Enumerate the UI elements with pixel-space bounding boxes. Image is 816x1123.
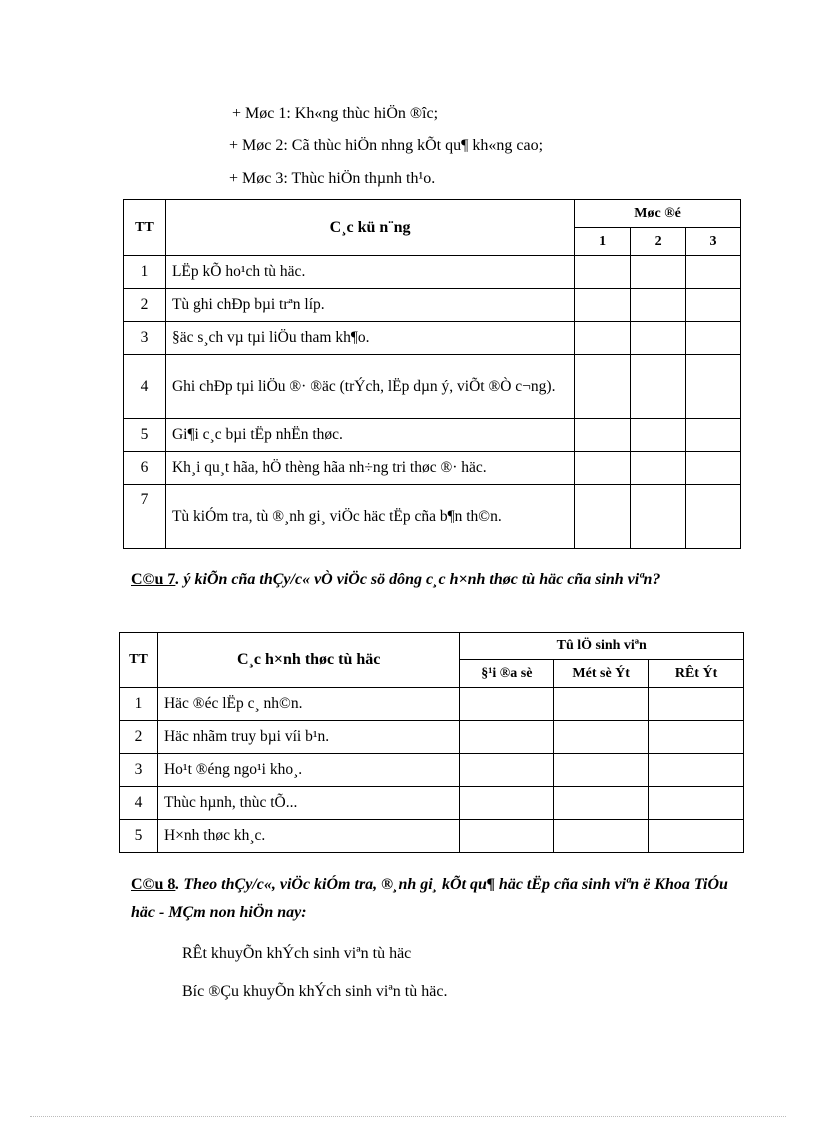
level-cell[interactable] — [631, 322, 686, 355]
ratio-cell[interactable] — [460, 721, 554, 754]
page-bottom-divider — [30, 1116, 786, 1117]
level-cell[interactable] — [631, 289, 686, 322]
level-cell[interactable] — [686, 289, 741, 322]
ratio-cell[interactable] — [649, 754, 744, 787]
level-cell[interactable] — [631, 485, 686, 549]
row-number: 4 — [120, 787, 158, 820]
intro-line-1: + Møc 1: Kh«ng thùc hiÖn ®îc; — [232, 105, 439, 122]
level-cell[interactable] — [686, 322, 741, 355]
header-tt: TT — [120, 633, 158, 688]
level-cell[interactable] — [686, 256, 741, 289]
level-cell[interactable] — [686, 355, 741, 419]
table-row — [124, 419, 741, 452]
skills-table — [123, 199, 741, 549]
level-cell[interactable] — [631, 419, 686, 452]
ratio-cell[interactable] — [460, 688, 554, 721]
option-2[interactable]: Bíc ®Çu khuyÕn khÝch sinh viªn tù häc. — [182, 983, 448, 1000]
table-row — [120, 754, 744, 787]
form-text: H×nh thøc kh¸c. — [157, 820, 459, 853]
level-cell[interactable] — [686, 419, 741, 452]
level-cell[interactable] — [686, 485, 741, 549]
level-cell[interactable] — [631, 452, 686, 485]
row-number: 5 — [124, 419, 166, 452]
ratio-cell[interactable] — [554, 754, 649, 787]
table-row — [120, 721, 744, 754]
form-text: Thùc hµnh, thùc tÕ... — [157, 787, 459, 820]
form-text: Häc nhãm truy bµi víi b¹n. — [157, 721, 459, 754]
skill-text: Tù ghi chÐp bµi trªn líp. — [165, 289, 574, 322]
header-level: Møc ®é — [575, 200, 741, 228]
table-row — [120, 688, 744, 721]
header-forms: C¸c h×nh thøc tù häc — [157, 633, 459, 688]
question-8-label: C©u 8 — [131, 876, 176, 893]
header-level-1: 1 — [575, 228, 631, 256]
skill-text: Kh¸i qu¸t hãa, hÖ thèng hãa nh÷ng tri thøc ®· häc. — [165, 452, 574, 485]
question-7-label: C©u 7 — [131, 571, 176, 588]
level-cell[interactable] — [575, 452, 631, 485]
header-level-2: 2 — [631, 228, 686, 256]
forms-table — [119, 632, 744, 853]
skill-text: Ghi chÐp tµi liÖu ®· ®äc (trÝch, lËp dµn ý, viÕt ®Ò c¬ng). — [165, 355, 574, 419]
row-number: 4 — [124, 355, 166, 419]
header-group: Tû lÖ sinh viªn — [460, 633, 744, 660]
ratio-cell[interactable] — [554, 688, 649, 721]
level-cell[interactable] — [575, 256, 631, 289]
level-cell[interactable] — [631, 355, 686, 419]
skill-text: Tù kiÓm tra, tù ®¸nh gi¸ viÖc häc tËp cña b¶n th©n. — [165, 485, 574, 549]
row-number: 7 — [124, 485, 166, 549]
table-row — [124, 452, 741, 485]
ratio-cell[interactable] — [460, 787, 554, 820]
ratio-cell[interactable] — [649, 721, 744, 754]
header-level-3: 3 — [686, 228, 741, 256]
row-number: 1 — [120, 688, 158, 721]
question-8-text: . Theo thÇy/c«, viÖc kiÓm tra, ®¸nh gi¸ kÕt qu¶ häc tËp cña sinh viªn ë Khoa TiÓu häc - MÇm non hiÖn nay: — [131, 876, 728, 921]
intro-line-2: + Møc 2: Cã thùc hiÖn nhng kÕt qu¶ kh«ng cao; — [229, 137, 544, 154]
ratio-cell[interactable] — [649, 820, 744, 853]
table-row — [124, 289, 741, 322]
ratio-cell[interactable] — [554, 820, 649, 853]
level-cell[interactable] — [575, 485, 631, 549]
header-skills: C¸c kü n¨ng — [165, 200, 574, 256]
row-number: 2 — [124, 289, 166, 322]
ratio-cell[interactable] — [460, 820, 554, 853]
row-number: 2 — [120, 721, 158, 754]
skill-text: Gi¶i c¸c bµi tËp nhËn thøc. — [165, 419, 574, 452]
form-text: Häc ®éc lËp c¸ nh©n. — [157, 688, 459, 721]
question-7 — [131, 566, 731, 594]
level-cell[interactable] — [575, 419, 631, 452]
header-majority: §¹i ®a sè — [460, 660, 554, 688]
level-cell[interactable] — [575, 322, 631, 355]
intro-line-3: + Møc 3: Thùc hiÖn thµnh th¹o. — [229, 170, 436, 187]
row-number: 1 — [124, 256, 166, 289]
header-few: Mét sè Ýt — [554, 660, 649, 688]
ratio-cell[interactable] — [554, 721, 649, 754]
row-number: 3 — [120, 754, 158, 787]
table-row — [124, 485, 741, 549]
row-number: 6 — [124, 452, 166, 485]
ratio-cell[interactable] — [460, 754, 554, 787]
form-text: Ho¹t ®éng ngo¹i kho¸. — [157, 754, 459, 787]
ratio-cell[interactable] — [649, 688, 744, 721]
table-row — [124, 322, 741, 355]
level-cell[interactable] — [686, 452, 741, 485]
row-number: 3 — [124, 322, 166, 355]
option-1[interactable]: RÊt khuyÕn khÝch sinh viªn tù häc — [182, 945, 412, 962]
table-row — [124, 256, 741, 289]
skill-text: LËp kÕ ho¹ch tù häc. — [165, 256, 574, 289]
question-7-text: . ý kiÕn cña thÇy/c« vÒ viÖc sö dông c¸c h×nh thøc tù häc cña sinh viªn? — [175, 571, 661, 588]
ratio-cell[interactable] — [554, 787, 649, 820]
row-number: 5 — [120, 820, 158, 853]
header-very-few: RÊt Ýt — [649, 660, 744, 688]
level-cell[interactable] — [575, 355, 631, 419]
table-row — [120, 787, 744, 820]
header-tt: TT — [124, 200, 166, 256]
level-cell[interactable] — [631, 256, 686, 289]
table-row — [120, 820, 744, 853]
level-cell[interactable] — [575, 289, 631, 322]
ratio-cell[interactable] — [649, 787, 744, 820]
table-row — [124, 355, 741, 419]
skill-text: §äc s¸ch vµ tµi liÖu tham kh¶o. — [165, 322, 574, 355]
question-8 — [131, 871, 731, 927]
